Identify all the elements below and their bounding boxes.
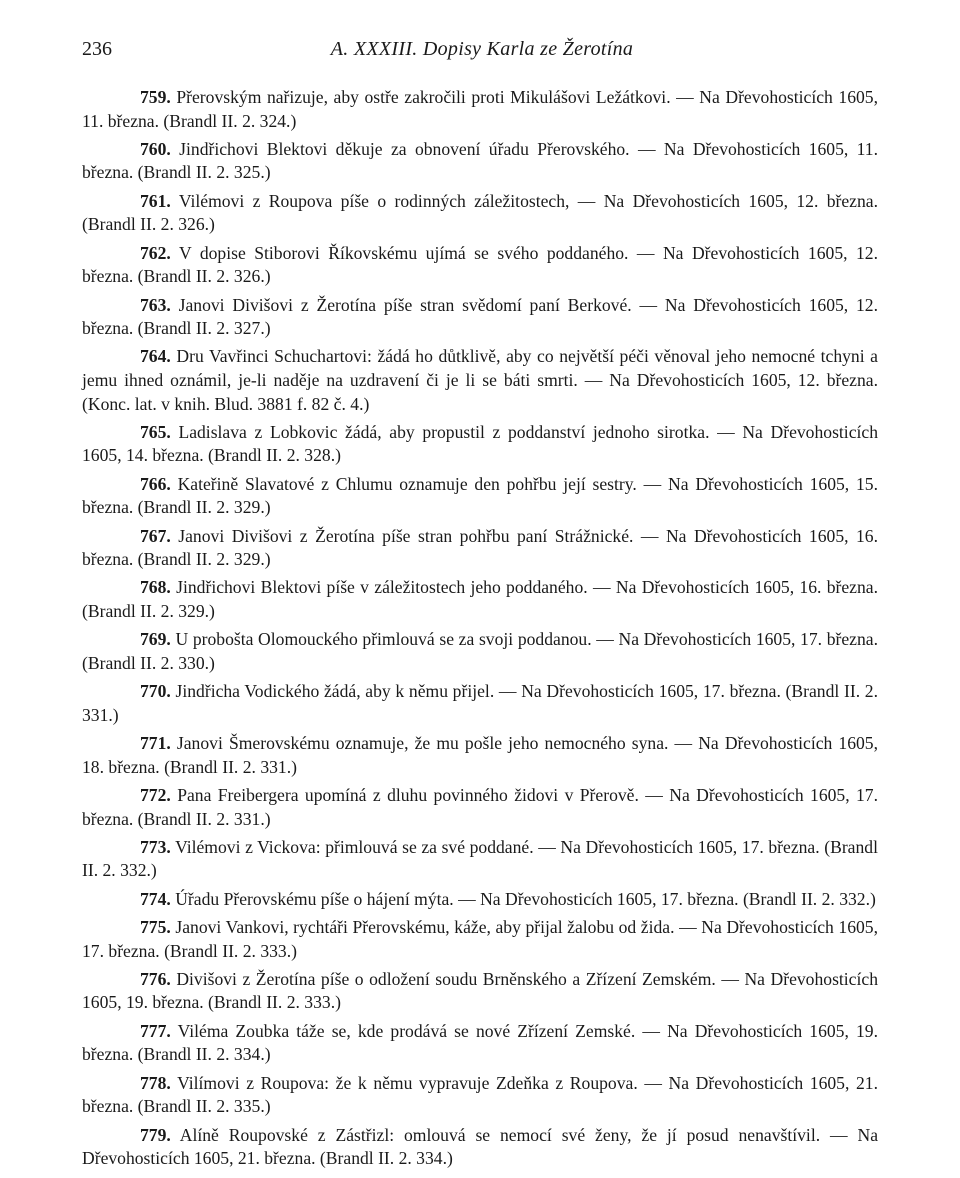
entry-text: U probošta Olomouckého přimlouvá se za svoji poddanou. — Na Dřevohosticích 1605, 17. března. (Brandl II. 2. 330.) [82, 629, 878, 673]
letter-entry [82, 784, 878, 831]
entry-text: Vilímovi z Roupova: že k němu vypravuje Zdeňka z Roupova. — Na Dřevohosticích 1605, 21. března. (Brandl II. 2. 335.) [82, 1072, 878, 1117]
entry-number: 767. [140, 525, 171, 546]
entry-text: Alíně Roupovské z Zástřizl: omlouvá se nemocí své ženy, že jí posud nenavštívil. — Na Dřevohosticích 1605, 21. března. (Brandl II. 2. 334.) [82, 1124, 879, 1169]
letter-entry [82, 294, 878, 341]
entry-text: Vilémovi z Roupova píše o rodinných záležitostech, — Na Dřevohosticích 1605, 12. března. (Brandl II. 2. 326.) [82, 190, 878, 235]
letter-entry [82, 525, 878, 572]
page-number: 236 [82, 38, 112, 60]
entry-text: Janovi Šmerovskému oznamuje, že mu pošle jeho nemocného syna. — Na Dřevohosticích 1605, 18. března. (Brandl II. 2. 331.) [82, 733, 878, 777]
letter-entry [82, 86, 878, 133]
entry-text: V dopise Stiborovi Říkovskému ujímá se svého poddaného. — Na Dřevohosticích 1605, 12. března. (Brandl II. 2. 326.) [82, 242, 878, 287]
entry-text: Kateřině Slavatové z Chlumu oznamuje den pohřbu její sestry. — Na Dřevohosticích 1605, 15. března. (Brandl II. 2. 329.) [82, 473, 878, 518]
letter-entry [82, 628, 878, 675]
entry-text: Pana Freibergera upomíná z dluhu povinného židovi v Přerově. — Na Dřevohosticích 1605, 17. března. (Brandl II. 2. 331.) [82, 784, 878, 829]
letter-entry [82, 888, 878, 912]
entry-text: Vilémovi z Vickova: přimlouvá se za své poddané. — Na Dřevohosticích 1605, 17. března. (Brandl II. 2. 332.) [82, 836, 878, 881]
entry-number: 769. [140, 629, 171, 650]
letter-entry [82, 190, 878, 237]
letter-entry [82, 345, 878, 416]
letter-entries-list [82, 86, 878, 1175]
entry-number: 764. [140, 346, 171, 367]
entry-text: Janovi Divišovi z Žerotína píše stran svědomí paní Berkové. — Na Dřevohosticích 1605, 12. března. (Brandl II. 2. 327.) [82, 294, 879, 339]
entry-text: Přerovským nařizuje, aby ostře zakročili proti Mikulášovi Ležátkovi. — Na Dřevohosticích 1605, 11. března. (Brandl II. 2. 324.) [82, 87, 878, 131]
letter-entry [82, 1020, 878, 1067]
entry-number: 770. [140, 681, 171, 702]
entry-text: Divišovi z Žerotína píše o odložení soudu Brněnského a Zřízení Zemském. — Na Dřevohosticích 1605, 19. března. (Brandl II. 2. 333.) [82, 968, 878, 1013]
entry-text: Dru Vavřinci Schuchartovi: žádá ho důtklivě, aby co největší péči věnoval jeho nemocné tchyni a jemu ihned oznámil, je-li naděje na uzdravení či je li se báti smrti. — Na Dřevohosticích 1605, 12. března. (Konc. lat. v knih. Blud. 3881 f. 82 č. 4.) [82, 346, 878, 414]
letter-entry [82, 680, 878, 727]
letter-entry [82, 473, 878, 520]
entry-number: 774. [140, 888, 171, 909]
entry-number: 768. [140, 577, 171, 598]
letter-entry [82, 836, 878, 883]
letter-entry [82, 421, 878, 468]
entry-text: Úřadu Přerovskému píše o hájení mýta. — Na Dřevohosticích 1605, 17. března. (Brandl II. 2. 332.) [175, 888, 876, 909]
entry-text: Ladislava z Lobkovic žádá, aby propustil z poddanství jednoho sirotka. — Na Dřevohosticích 1605, 14. března. (Brandl II. 2. 328.) [82, 421, 878, 466]
entry-number: 760. [140, 138, 171, 159]
letter-entry [82, 138, 878, 185]
letter-entry [82, 968, 878, 1015]
entry-text: Jindřichovi Blektovi píše v záležitostech jeho poddaného. — Na Dřevohosticích 1605, 16. března. (Brandl II. 2. 329.) [82, 577, 878, 622]
entry-text: Janovi Divišovi z Žerotína píše stran pohřbu paní Strážnické. — Na Dřevohosticích 1605, 16. března. (Brandl II. 2. 329.) [82, 525, 878, 570]
entry-number: 776. [140, 968, 171, 989]
entry-number: 759. [140, 87, 171, 107]
entry-number: 778. [140, 1072, 171, 1093]
entry-number: 762. [140, 242, 171, 263]
letter-entry [82, 1124, 878, 1171]
entry-number: 779. [140, 1124, 171, 1145]
entry-number: 771. [140, 733, 171, 754]
entry-text: Jindřicha Vodického žádá, aby k němu přijel. — Na Dřevohosticích 1605, 17. března. (Brandl II. 2. 331.) [82, 681, 878, 725]
entry-text: Janovi Vankovi, rychtáři Přerovskému, káže, aby přijal žalobu od žida. — Na Dřevohosticích 1605, 17. března. (Brandl II. 2. 333.) [82, 917, 878, 961]
entry-number: 766. [140, 473, 171, 494]
entry-number: 763. [140, 294, 171, 315]
running-title: A. XXXIII. Dopisy Karla ze Žerotína [330, 38, 634, 60]
entry-number: 761. [140, 190, 171, 211]
entry-number: 772. [140, 784, 171, 805]
entry-number: 773. [140, 836, 171, 857]
entry-number: 775. [140, 917, 171, 937]
page-header [82, 38, 882, 68]
letter-entry [82, 732, 878, 779]
letter-entry [82, 576, 878, 623]
letter-entry [82, 1072, 878, 1119]
entry-number: 765. [140, 421, 171, 442]
letter-entry [82, 242, 878, 289]
letter-entry [82, 916, 878, 963]
entry-text: Jindřichovi Blektovi děkuje za obnovení úřadu Přerovského. — Na Dřevohosticích 1605, 11. března. (Brandl II. 2. 325.) [82, 138, 878, 183]
entry-number: 777. [140, 1020, 171, 1041]
entry-text: Viléma Zoubka táže se, kde prodává se nové Zřízení Zemské. — Na Dřevohosticích 1605, 19. března. (Brandl II. 2. 334.) [82, 1020, 878, 1065]
